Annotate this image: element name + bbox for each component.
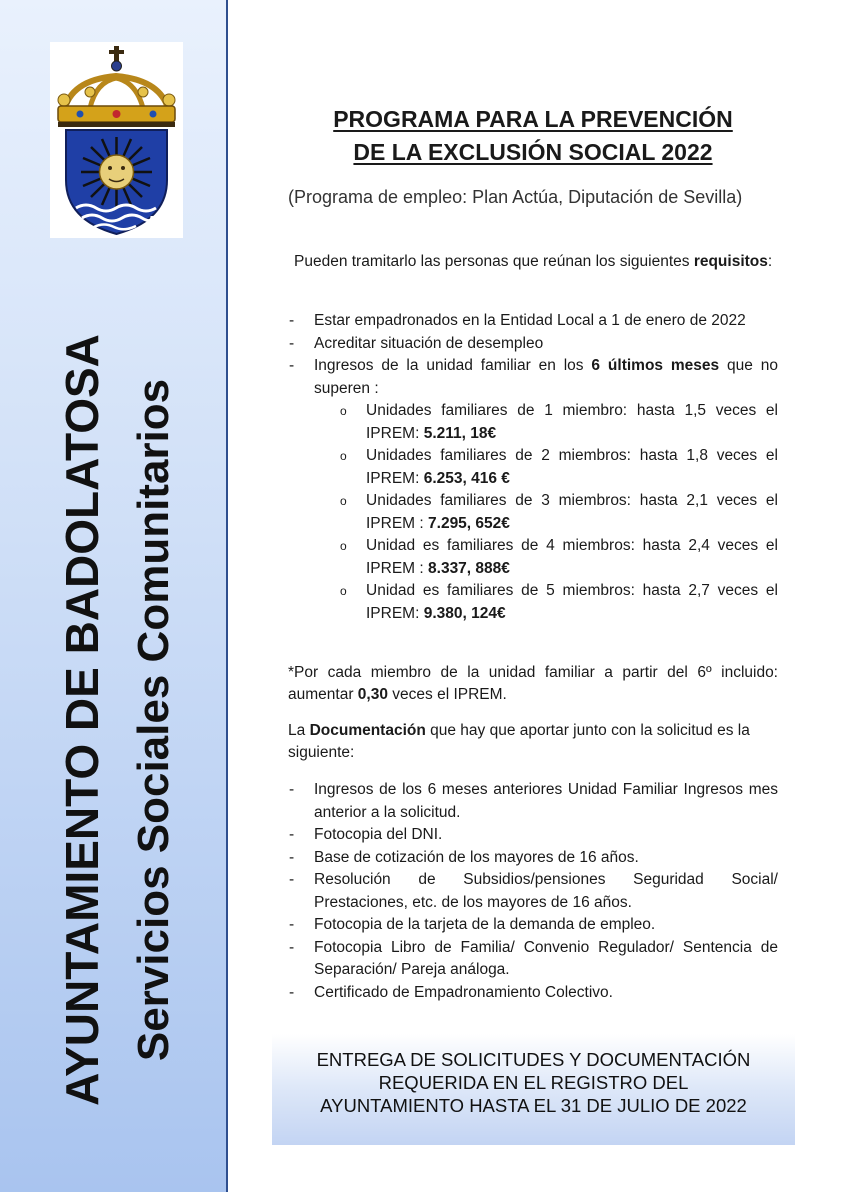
income-limits-list	[314, 400, 778, 625]
title-line-2: DE LA EXCLUSIÓN SOCIAL 2022	[353, 139, 713, 165]
documentation-list	[288, 779, 778, 1004]
income-amount: 7.295, 652€	[428, 514, 510, 532]
deadline-box	[272, 1034, 795, 1145]
list-item	[288, 355, 778, 625]
org-name: AYUNTAMIENTO DE BADOLATOSA	[56, 334, 108, 1106]
item-text: que no superen :	[314, 357, 779, 397]
income-amount: 8.337, 888€	[428, 559, 510, 577]
page-title	[288, 103, 778, 169]
intro-tail: :	[767, 253, 773, 270]
income-amount: 6.253, 416 €	[423, 469, 510, 487]
list-item: - Fotocopia del DNI.	[288, 824, 778, 847]
intro-bold: requisitos	[693, 253, 768, 270]
department-name: Servicios Sociales Comunitarios	[129, 378, 178, 1062]
title-line-1: PROGRAMA PARA LA PREVENCIÓN	[333, 106, 733, 132]
item-bold: 6 últimos meses	[591, 357, 720, 374]
list-item	[339, 580, 778, 625]
income-text: Unidades familiares de 3 miembros: hasta 2,1 veces el IPREM :	[366, 492, 778, 532]
list-item	[339, 445, 778, 490]
list-item: - Estar empadronados en la Entidad Local a 1 de enero de 2022	[288, 310, 778, 333]
documentation-intro	[288, 720, 778, 764]
list-item: - Base de cotización de los mayores de 16 años.	[288, 847, 778, 870]
list-item: - Acreditar situación de desempleo	[288, 333, 778, 356]
income-amount: 5.211, 18€	[423, 424, 497, 442]
list-item: - Fotocopia de la tarjeta de la demanda de empleo.	[288, 914, 778, 937]
list-item	[339, 400, 778, 445]
income-text: Unidades familiares de 1 miembro: hasta 1,5 veces el IPREM:	[366, 402, 778, 442]
list-item: - Ingresos de los 6 meses anteriores Unidad Familiar Ingresos mes anterior a la solicitud.	[288, 779, 778, 824]
list-item: - Certificado de Empadronamiento Colectivo.	[288, 982, 778, 1005]
list-item: - Resolución de Subsidios/pensiones Seguridad Social/ Prestaciones, etc. de los mayores de 16 años.	[288, 869, 778, 914]
note-text: *Por cada miembro de la unidad familiar a partir del 6º incluido: aumentar	[288, 664, 778, 703]
deadline-line-1: ENTREGA DE SOLICITUDES Y DOCUMENTACIÓN	[316, 1049, 751, 1070]
doc-bold: Documentación	[309, 722, 426, 739]
note-text: veces el IPREM.	[387, 686, 507, 703]
deadline-line-3: AYUNTAMIENTO HASTA EL 31 DE JULIO DE 2022	[320, 1095, 747, 1116]
requirements-list	[288, 310, 778, 625]
doc-text: que hay que aportar junto con la solicitud es la siguiente:	[288, 722, 750, 761]
requirements-intro	[288, 251, 778, 273]
additional-member-note	[288, 662, 778, 706]
income-text: Unidad es familiares de 4 miembros: hasta 2,4 veces el IPREM :	[366, 537, 778, 577]
list-item	[339, 535, 778, 580]
income-amount: 9.380, 124€	[423, 604, 506, 622]
note-bold: 0,30	[357, 686, 388, 703]
sidebar	[0, 0, 228, 1192]
list-item: - Fotocopia Libro de Familia/ Convenio Regulador/ Sentencia de Separación/ Pareja análoga.	[288, 937, 778, 982]
intro-text: Pueden tramitarlo las personas que reúnan los siguientes	[294, 253, 694, 270]
item-text: Ingresos de la unidad familiar en los	[314, 357, 592, 374]
doc-text: La	[288, 722, 310, 739]
income-text: Unidades familiares de 2 miembros: hasta 1,8 veces el IPREM:	[366, 447, 778, 487]
deadline-line-2: REQUERIDA EN EL REGISTRO DEL	[378, 1072, 689, 1093]
list-item	[339, 490, 778, 535]
municipal-crest-icon	[50, 42, 183, 238]
income-text: Unidad es familiares de 5 miembros: hasta 2,7 veces el IPREM:	[366, 582, 778, 622]
program-subtitle: (Programa de empleo: Plan Actúa, Diputación de Sevilla)	[288, 187, 743, 207]
